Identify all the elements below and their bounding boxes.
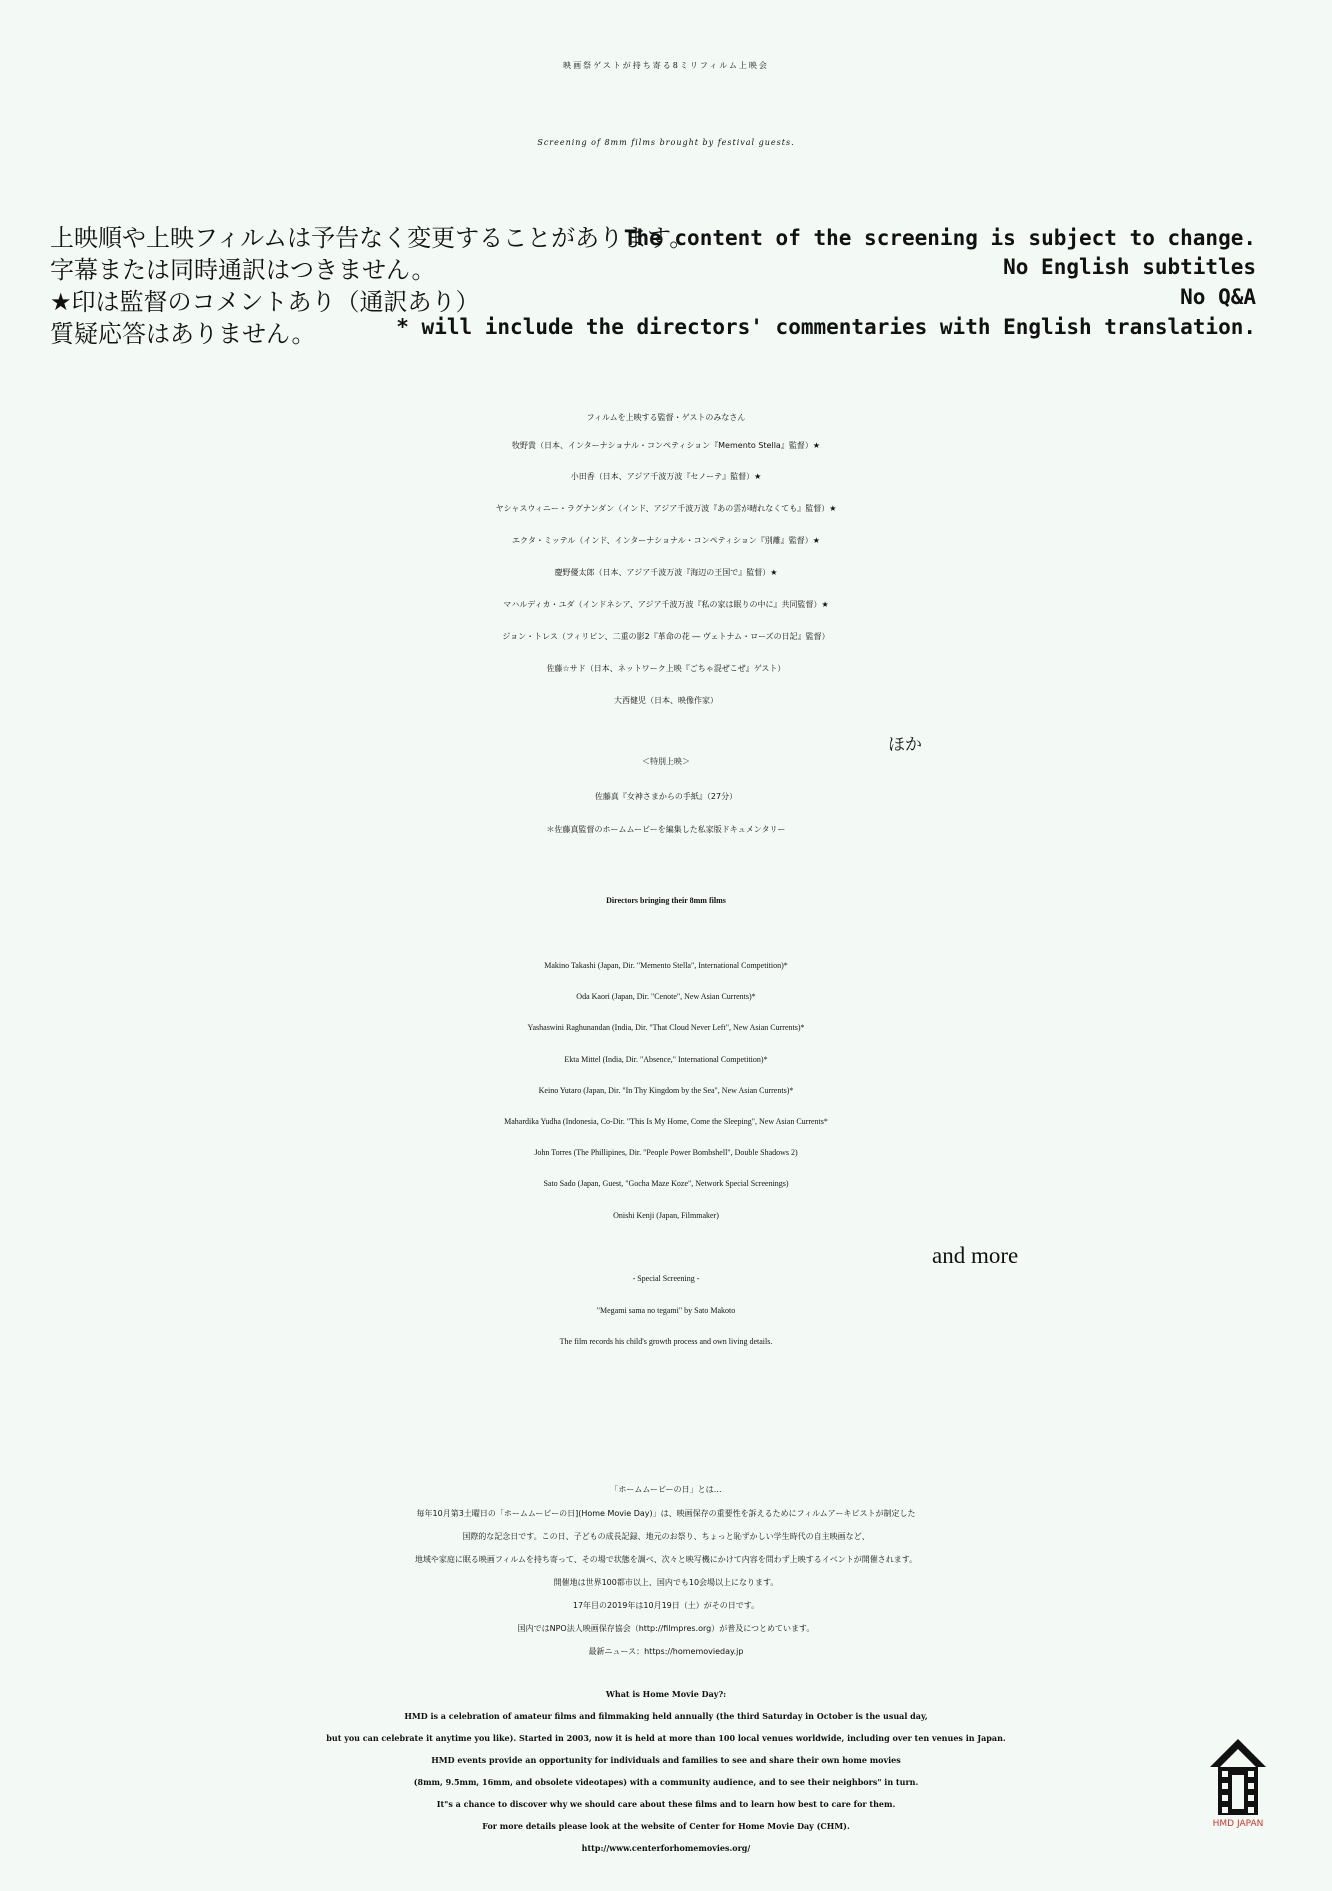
guest-ja-item: 牧野貴（日本、インターナショナル・コンペティション『Memento Stella』監督）★ bbox=[512, 441, 820, 450]
and-more-en: and more bbox=[932, 1243, 1019, 1268]
hmd-ja-heading: 「ホームムービーの日」とは… bbox=[610, 1485, 722, 1494]
guest-en-item: Yashaswini Raghunandan (India, Dir. "That Cloud Never Left", New Asian Currents)* bbox=[527, 1023, 805, 1032]
hmd-ja-line: 国際的な記念日です。この日、子どもの成長記録、地元のお祭り、ちょっと恥ずかしい学生時代の自主映画など、 bbox=[462, 1532, 870, 1541]
page-title-en: Screening of 8mm films brought by festival guests. bbox=[537, 138, 795, 147]
guest-ja-item: ヤシャスウィニー・ラグナンダン（インド、アジア千波万波『あの雲が晴れなくても』監督）★ bbox=[495, 504, 837, 513]
guests-ja-heading: フィルムを上映する監督・ゲストのみなさん bbox=[586, 413, 746, 422]
hmd-ja-line: 国内ではNPO法人映画保存協会（http://filmpres.org）が普及につとめています。 bbox=[517, 1624, 815, 1633]
guest-en-item: Keino Yutaro (Japan, Dir. "In Thy Kingdom by the Sea", New Asian Currents)* bbox=[538, 1086, 794, 1095]
logo-label: HMD JAPAN bbox=[1212, 1819, 1264, 1829]
hmd-ja-line: 地域や家庭に眠る映画フィルムを持ち寄って、その場で状態を調べ、次々と映写機にかけて内容を問わず上映するイベントが開催されます。 bbox=[414, 1555, 918, 1564]
hmd-en-line: (8mm, 9.5mm, 16mm, and obsolete videotapes) with a community audience, and to see their neighbors" in turn. bbox=[413, 1777, 919, 1787]
guest-en-item: John Torres (The Phillipines, Dir. "People Power Bombshell", Double Shadows 2) bbox=[534, 1148, 798, 1157]
guest-en-item: Mahardika Yudha (Indonesia, Co-Dir. "This Is My Home, Come the Sleeping", New Asian Currents* bbox=[504, 1117, 828, 1126]
hmd-ja-line: 毎年10月第3土曜日の「ホームムービーの日](Home Movie Day)」は、映画保存の重要性を訴えるためにフィルムアーキビストが制定した bbox=[416, 1509, 916, 1518]
note-ja: 質疑応答はありません。 bbox=[50, 320, 316, 348]
special-screening-ja-note: ＊佐藤真監督のホームムービーを編集した私家版ドキュメンタリー bbox=[546, 825, 786, 834]
guest-en-item: Oda Kaori (Japan, Dir. "Cenote", New Asian Currents)* bbox=[576, 992, 756, 1001]
hmd-en-heading: What is Home Movie Day?: bbox=[605, 1689, 727, 1699]
guest-ja-item: 大西健児（日本、映像作家） bbox=[614, 696, 718, 705]
note-en: * will include the directors' commentaries with English translation. bbox=[396, 315, 1256, 339]
special-screening-en-heading: - Special Screening - bbox=[632, 1274, 700, 1283]
guest-ja-item: マハルディカ・ユダ（インドネシア、アジア千波万波『私の家は眠りの中に』共同監督）★ bbox=[503, 600, 829, 609]
note-en: The content of the screening is subject to change. bbox=[623, 226, 1256, 250]
guest-en-item: Onishi Kenji (Japan, Filmmaker) bbox=[613, 1211, 719, 1220]
guest-en-item: Makino Takashi (Japan, Dir. "Memento Stella", International Competition)* bbox=[544, 961, 788, 970]
note-ja: 字幕または同時通訳はつきません。 bbox=[50, 256, 436, 284]
note-ja: ★印は監督のコメントあり（通訳あり） bbox=[50, 288, 480, 316]
special-screening-en-title: "Megami sama no tegami" by Sato Makoto bbox=[596, 1306, 736, 1315]
guest-en-item: Sato Sado (Japan, Guest, "Gocha Maze Koze", Network Special Screenings) bbox=[543, 1179, 789, 1188]
guests-en-heading: Directors bringing their 8mm films bbox=[606, 896, 726, 905]
guest-ja-item: 佐藤☆サド（日本、ネットワーク上映『ごちゃ混ぜこぜ』ゲスト） bbox=[546, 664, 786, 673]
guest-en-item: Ekta Mittel (India, Dir. "Absence," International Competition)* bbox=[564, 1055, 768, 1064]
guest-ja-item: 小田香（日本、アジア千波万波『セノーテ』監督）★ bbox=[570, 472, 762, 481]
note-ja: 上映順や上映フィルムは予告なく変更することがあります。 bbox=[50, 224, 694, 252]
hmd-ja-line: 開催地は世界100都市以上、国内でも10会場以上になります。 bbox=[553, 1578, 779, 1587]
house-film-icon bbox=[1208, 1735, 1268, 1831]
hmd-ja-line: 17年目の2019年は10月19日（土）がその日です。 bbox=[572, 1601, 760, 1610]
guest-ja-item: ジョン・トレス（フィリピン、二重の影2『革命の花 ― ヴェトナム・ローズの日記』監督） bbox=[502, 632, 830, 641]
special-screening-en-desc: The film records his child's growth process and own living details. bbox=[559, 1337, 773, 1346]
guest-ja-item: エクタ・ミッテル（インド、インターナショナル・コンペティション『別離』監督）★ bbox=[512, 536, 820, 545]
hmd-en-line: HMD is a celebration of amateur films and filmmaking held annually (the third Saturday in October is the usual day, bbox=[404, 1711, 928, 1721]
hmd-japan-logo bbox=[1208, 1735, 1268, 1831]
note-en: No Q&A bbox=[1180, 285, 1256, 309]
hmd-ja-link: 最新ニュース：https://homemovieday.jp bbox=[588, 1647, 744, 1656]
special-screening-ja-heading: ＜特別上映＞ bbox=[642, 757, 690, 766]
guest-ja-item: 慶野優太郎（日本、アジア千波万波『海辺の王国で』監督）★ bbox=[554, 568, 778, 577]
page-title-ja: 映画祭ゲストが持ち寄る8ミリフィルム上映会 bbox=[563, 61, 769, 70]
note-en: No English subtitles bbox=[1003, 255, 1256, 279]
hmd-en-line: For more details please look at the website of Center for Home Movie Day (CHM). bbox=[482, 1821, 850, 1831]
hmd-en-line: It"s a chance to discover why we should care about these films and to learn how best to care for them. bbox=[436, 1799, 896, 1809]
hmd-en-line: HMD events provide an opportunity for individuals and families to see and share their own home movies bbox=[431, 1755, 901, 1765]
and-more-ja: ほか bbox=[888, 735, 922, 755]
hmd-en-line: but you can celebrate it anytime you like). Started in 2003, now it is held at more than 100 local venues worldwide, including over ten venues in Japan. bbox=[326, 1733, 1006, 1743]
special-screening-ja-title: 佐藤真『女神さまからの手紙』（27分） bbox=[594, 792, 738, 801]
hmd-en-link: http://www.centerforhomemovies.org/ bbox=[581, 1843, 751, 1853]
